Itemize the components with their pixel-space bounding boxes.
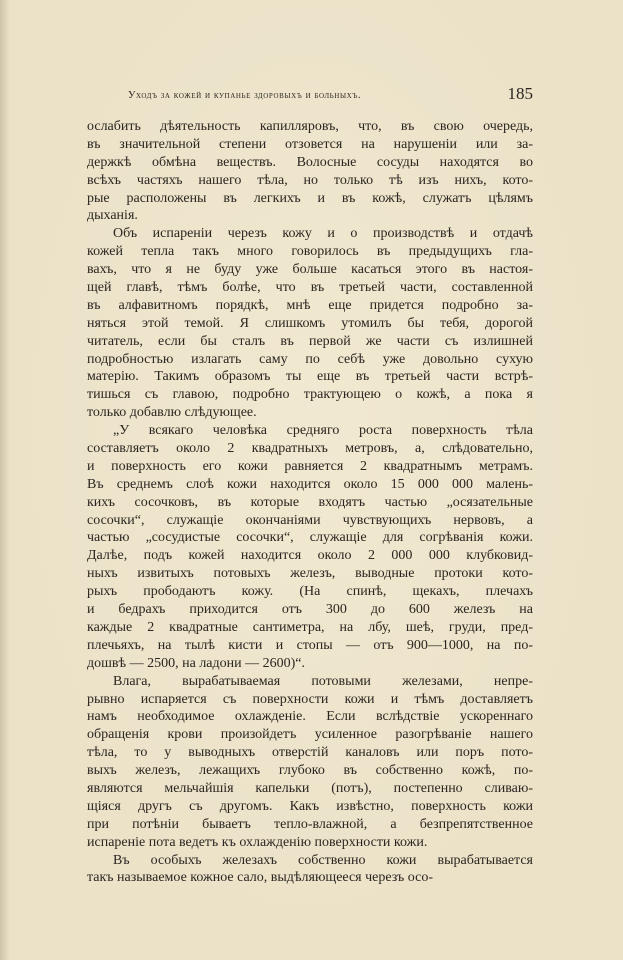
text-line: обращенія крови произойдетъ усиленное разогрѣваніе нашего [87, 727, 533, 743]
text-line: такъ называемое кожное сало, выдѣляющееся черезъ осо- [87, 870, 434, 886]
paragraph [87, 225, 533, 422]
text-line: всѣхъ частяхъ нашего тѣла, но только тѣ изъ нихъ, кото- [87, 172, 533, 188]
text-line: матерію. Такимъ образомъ ты еще въ третьей части встрѣ- [87, 369, 533, 385]
text-line: дыханія. [87, 208, 138, 224]
text-line: „У всякаго человѣка средняго роста поверхность тѣла [113, 423, 533, 439]
text-line: подробностью излагать саму по себѣ уже довольно сухую [87, 351, 533, 367]
text-line: кожей тепла такъ много говорилось въ предыдущихъ гла- [87, 244, 533, 260]
text-line: читатель, если бы сталъ въ первой же части съ излишней [87, 333, 533, 349]
text-line: сосочки“, служащіе окончаніями чувствующихъ нервовъ, а [87, 512, 533, 528]
running-head: Уходъ за кожей и купанье здоровыхъ и больныхъ. [128, 90, 362, 101]
text-line: частью „сосудистые сосочки“, служащіе для согрѣванія кожи. [87, 530, 533, 546]
text-line: и бедрахъ приходится отъ 300 до 600 железъ на [87, 602, 533, 618]
text-line: кихъ сосочковъ, въ которые входятъ частью „осязательные [87, 494, 533, 510]
text-line: ослабить дѣятельность капилляровъ, что, въ свою очередь, [87, 119, 533, 134]
text-line: составляетъ около 2 квадратныхъ метровъ, а, слѣдовательно, [87, 441, 533, 457]
text-line: Объ испареніи черезъ кожу и о производствѣ и отдачѣ [113, 226, 533, 242]
text-line: ныхъ извитыхъ потовыхъ железъ, выводные протоки кото- [87, 566, 533, 582]
text-line: рые расположены въ легкихъ и въ кожѣ, служатъ цѣлямъ [87, 190, 533, 206]
text-line: тишься съ главою, подробно трактующею о кожѣ, а пока я [87, 387, 533, 403]
text-line: и поверхность его кожи равняется 2 квадратнымъ метрамъ. [87, 458, 533, 474]
text-line: няться этой темой. Я слишкомъ утомилъ бы тебя, дорогой [87, 315, 533, 331]
text-line: являются мельчайшія капельки (потъ), постепенно сливаю- [87, 780, 533, 796]
paragraph [87, 422, 533, 672]
text-line: дошвѣ — 2500, на ладони — 2600)“. [87, 655, 306, 671]
text-line: щіяся другъ съ другомъ. Какъ извѣстно, поверхность кожи [87, 798, 533, 814]
text-line: Далѣе, подъ кожей находится около 2 000 000 клубковид- [87, 548, 533, 564]
text-line: держкѣ обмѣна веществъ. Волосные сосуды находятся во [87, 154, 533, 170]
text-line: каждые 2 квадратные сантиметра, на лбу, шеѣ, груди, пред- [87, 619, 533, 635]
text-line: въ алфавитномъ порядкѣ, мнѣ еще придется подробно за- [87, 297, 533, 313]
text-line: Влага, вырабатываемая потовыми железами, непре- [113, 673, 533, 689]
text-line: Въ особыхъ железахъ собственно кожи вырабатывается [113, 852, 533, 868]
text-line: въ значительной степени отзовется на нарушеніи или за- [87, 136, 533, 152]
text-line: щей главѣ, тѣмъ болѣе, что въ третьей части, составленной [87, 280, 533, 296]
text-line: только добавлю слѣдующее. [87, 405, 257, 421]
page-header [128, 84, 533, 108]
text-line: намъ необходимое охлажденіе. Если вслѣдствіе ускореннаго [87, 709, 533, 725]
text-line: рывно испаряется съ поверхности кожи и тѣмъ доставляетъ [87, 691, 533, 707]
text-line: рыхъ прободаютъ кожу. (На спинѣ, щекахъ, плечахъ [87, 584, 533, 600]
page-edge-shadow [0, 0, 10, 960]
paragraph [87, 118, 533, 225]
text-line: тѣла, то у выводныхъ отверстій каналовъ или поръ пото- [87, 745, 533, 761]
text-line: при потѣніи бываетъ тепло-влажной, а безпрепятственное [87, 816, 533, 832]
paragraph [87, 673, 533, 852]
body-text [87, 118, 533, 887]
text-line: Въ среднемъ слоѣ кожи находится около 15 000 000 малень- [87, 476, 533, 492]
text-line: испареніе пота ведетъ къ охлажденію поверхности кожи. [87, 834, 428, 850]
text-line: вахъ, что я не буду уже больше касаться этого въ настоя- [87, 262, 533, 278]
text-line: выхъ железъ, лежащихъ глубоко въ собственно кожѣ, по- [87, 763, 533, 779]
text-line: плечьяхъ, на тылѣ кисти и стопы — отъ 900—1000, на по- [87, 637, 533, 653]
page-number: 185 [507, 84, 533, 103]
paragraph [87, 852, 533, 888]
